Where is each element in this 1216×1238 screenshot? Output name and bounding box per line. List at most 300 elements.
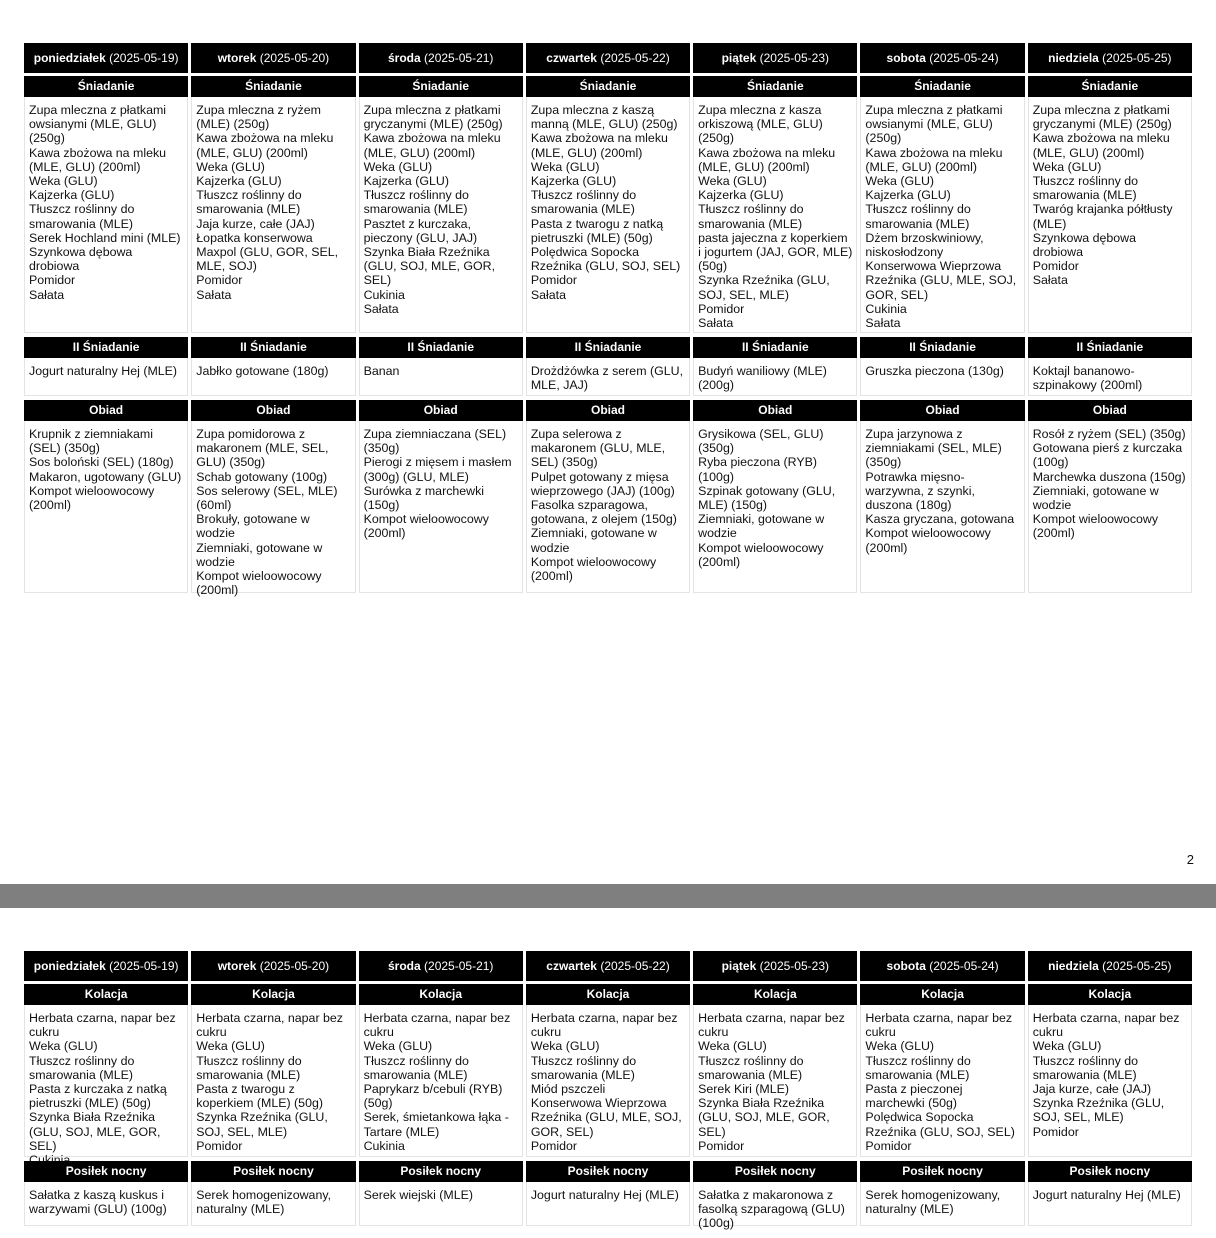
meal-item: Zupa jarzynowa z ziemniakami (SEL, MLE) (350g) [865, 427, 1002, 470]
meal-title: Obiad [860, 400, 1024, 421]
meal-item: Kompot wieloowocowy (200ml) [196, 569, 322, 598]
meal-items [359, 358, 523, 396]
meal-item: Kajzerka (GLU) [530, 174, 617, 189]
meal-item: Weka (GLU) [698, 1039, 767, 1054]
day-date: (2025-05-23) [759, 959, 829, 973]
day-date: (2025-05-24) [929, 51, 999, 65]
meal-cell [359, 984, 523, 1157]
meal-item: Gotowana pierś z kurczaka (100g) [1032, 441, 1183, 470]
meal-cell [693, 1161, 857, 1231]
meal-items [693, 358, 857, 396]
meal-item: Kasza gryczana, gotowana [865, 512, 1015, 527]
meal-cell [191, 984, 355, 1157]
meal-title: Obiad [191, 400, 355, 421]
meal-item: Sos selerowy (SEL, MLE) (60ml) [196, 483, 338, 513]
meal-items [1028, 421, 1192, 593]
meal-item: Tłuszcz roślinny do smarowania (MLE) [29, 1053, 135, 1082]
meal-items [24, 1182, 188, 1226]
meal-item: Schab gotowany (100g) [196, 469, 328, 484]
day-header [191, 43, 355, 73]
meal-title: Kolacja [359, 984, 523, 1005]
meal-cell [1028, 76, 1192, 333]
day-header [24, 951, 188, 981]
day-date: (2025-05-20) [259, 51, 330, 65]
meal-items [359, 421, 523, 593]
meal-items [1028, 358, 1192, 396]
meal-items [1028, 1182, 1192, 1226]
meal-title: II Śniadanie [1028, 337, 1192, 358]
meal-title: Śniadanie [693, 76, 857, 97]
meal-items [860, 1182, 1024, 1226]
meal-title: Śniadanie [860, 76, 1024, 97]
meal-item: Sałata [1032, 273, 1068, 288]
meal-item: Weka (GLU) [1032, 1039, 1102, 1054]
meal-item: Ziemniaki, gotowane w wodzie [698, 512, 825, 541]
meal-title: Posiłek nocny [359, 1161, 523, 1182]
day-header [526, 951, 690, 981]
meal-item: Zupa mleczna z płatkami owsianymi (MLE, GLU) (250g) [865, 103, 1003, 146]
meal-item: Drożdżówka z serem (GLU, MLE, JAJ) [530, 364, 684, 393]
meal-title: II Śniadanie [191, 337, 355, 358]
meal-items [24, 421, 188, 593]
menu-grid-page-1 [24, 43, 1192, 597]
meal-item: Jaja kurze, całe (JAJ) [1032, 1082, 1152, 1097]
meal-item: Kajzerka (GLU) [363, 174, 449, 189]
meal-title: Posiłek nocny [24, 1161, 188, 1182]
meal-cell [693, 400, 857, 593]
meal-item: Zupa ziemniaczana (SEL) (350g) [363, 427, 507, 456]
meal-item: Pierogi z mięsem i masłem (300g) (GLU, MLE) [363, 455, 512, 484]
meal-item: Szynka Rzeźnika (GLU, SOJ, SEL, MLE) [698, 273, 830, 302]
meal-item: Tłuszcz roślinny do smarowania (MLE) [698, 202, 804, 231]
meal-item: Sos boloński (SEL) (180g) [29, 455, 174, 470]
meal-title: Obiad [1028, 400, 1192, 421]
meal-items [1028, 97, 1192, 333]
meal-title: II Śniadanie [359, 337, 523, 358]
meal-items [24, 97, 188, 333]
day-name: środa [388, 959, 421, 973]
meal-cell [693, 76, 857, 333]
meal-item: Sałatka z kaszą kuskus i warzywami (GLU) (100g) [29, 1188, 167, 1217]
meal-item: Weka (GLU) [29, 174, 98, 189]
day-header [359, 43, 523, 73]
meal-item: Pomidor [698, 1138, 745, 1153]
day-name: poniedziałek [33, 959, 106, 973]
meal-item: Banan [363, 364, 400, 378]
meal-cell [191, 1161, 355, 1226]
meal-item: Tłuszcz roślinny do smarowania (MLE) [530, 1053, 637, 1082]
meal-item: Gruszka pieczona (130g) [865, 364, 1004, 378]
meal-item: Polędwica Sopocka Rzeźnika (GLU, SOJ, SEL) [865, 1110, 1015, 1139]
meal-title: Obiad [24, 400, 188, 421]
meal-title: Kolacja [526, 984, 690, 1005]
day-header [526, 43, 690, 73]
meal-cell [526, 76, 690, 333]
meal-item: Tłuszcz roślinny do smarowania (MLE) [196, 188, 302, 217]
meal-item: Serek homogenizowany, naturalny (MLE) [196, 1188, 332, 1217]
meal-title: Śniadanie [24, 76, 188, 97]
day-name: niedziela [1048, 51, 1099, 65]
meal-item: Weka (GLU) [530, 1039, 600, 1054]
meal-item: Łopatka konserwowa Maxpol (GLU, GOR, SEL, MLE, SOJ) [196, 230, 339, 274]
meal-items [693, 1005, 857, 1157]
meal-item: Grysikowa (SEL, GLU) (350g) [698, 427, 824, 456]
day-date: (2025-05-25) [1102, 51, 1172, 65]
meal-title: Obiad [359, 400, 523, 421]
meal-item: Tłuszcz roślinny do smarowania (MLE) [1032, 1053, 1139, 1082]
meal-title: Kolacja [1028, 984, 1192, 1005]
meal-item: Dżem brzoskwiniowy, niskosłodzony [865, 230, 984, 260]
meal-items [191, 97, 355, 333]
meal-items [526, 1182, 690, 1226]
meal-item: Cukinia [363, 287, 405, 302]
meal-items [24, 1005, 188, 1157]
meal-cell [24, 76, 188, 333]
meal-items [191, 1182, 355, 1226]
meal-item: Potrawka mięsno-warzywna, z szynki, duszona (180g) [865, 469, 975, 513]
meal-item: Kompot wieloowocowy (200ml) [530, 554, 657, 584]
meal-title: II Śniadanie [526, 337, 690, 358]
page-separator [0, 884, 1216, 908]
meal-title: Śniadanie [526, 76, 690, 97]
day-name: środa [388, 51, 421, 65]
meal-item: Ziemniaki, gotowane w wodzie [530, 526, 657, 555]
meal-cell [1028, 1161, 1192, 1226]
meal-item: Weka (GLU) [363, 1039, 433, 1054]
meal-item: Sałata [865, 316, 901, 331]
meal-item: Konserwowa Wieprzowa Rzeźnika (GLU, MLE, SOJ, GOR, SEL) [865, 259, 1017, 302]
meal-item: Sałata [698, 316, 734, 331]
meal-item: Sałata [530, 287, 566, 302]
meal-item: Kawa zbożowa na mleku (MLE, GLU) (200ml) [865, 145, 1003, 174]
meal-item: Szynka Biała Rzeźnika (GLU, SOJ, MLE, GOR, SEL) [698, 1096, 830, 1139]
meal-item: Pomidor [29, 273, 76, 288]
meal-item: Zupa mleczna z kaszą manną (MLE, GLU) (250g) [530, 103, 678, 132]
meal-item: Zupa mleczna z ryżem (MLE) (250g) [196, 103, 321, 132]
meal-item: Pomidor [196, 1138, 243, 1153]
meal-cell [860, 337, 1024, 396]
meal-item: Kawa zbożowa na mleku (MLE, GLU) (200ml) [530, 131, 668, 160]
day-name: piątek [721, 959, 757, 973]
meal-item: Weka (GLU) [865, 1039, 935, 1054]
meal-item: Serek wiejski (MLE) [363, 1188, 474, 1202]
meal-item: Zupa selerowa z makaronem (GLU, MLE, SEL) (350g) [530, 427, 666, 470]
day-name: czwartek [546, 959, 597, 973]
meal-item: Kompot wieloowocowy (200ml) [1032, 512, 1159, 541]
day-name: sobota [886, 959, 926, 973]
meal-title: Obiad [693, 400, 857, 421]
meal-title: II Śniadanie [693, 337, 857, 358]
meal-cell [1028, 984, 1192, 1157]
meal-item: Szpinak gotowany (GLU, MLE) (150g) [698, 483, 836, 513]
day-header [693, 43, 857, 73]
meal-item: Koktajl bananowo-szpinakowy (200ml) [1032, 364, 1143, 393]
day-name: niedziela [1048, 959, 1099, 973]
meal-item: Weka (GLU) [530, 159, 600, 174]
day-name: wtorek [217, 51, 257, 65]
meal-items [693, 97, 857, 333]
meal-item: Budyń waniliowy (MLE) (200g) [698, 364, 827, 393]
meal-item: Szynka Biała Rzeźnika (GLU, SOJ, MLE, GOR, SEL) [29, 1110, 161, 1153]
meal-item: Jogurt naturalny Hej (MLE) [1032, 1188, 1181, 1202]
meal-items [860, 421, 1024, 593]
meal-item: Pomidor [1032, 1124, 1079, 1139]
meal-item: Weka (GLU) [29, 1039, 98, 1054]
meal-items [693, 421, 857, 593]
meal-item: Kawa zbożowa na mleku (MLE, GLU) (200ml) [1032, 131, 1170, 160]
meal-item: Weka (GLU) [1032, 159, 1102, 174]
meal-item: Tłuszcz roślinny do smarowania (MLE) [363, 188, 469, 217]
meal-items [526, 421, 690, 593]
meal-item: Marchewka duszona (150g) [1032, 469, 1186, 484]
meal-title: Posiłek nocny [1028, 1161, 1192, 1182]
meal-cell [693, 984, 857, 1157]
meal-item: Herbata czarna, napar bez cukru [196, 1011, 343, 1040]
meal-item: Zupa pomidorowa z makaronem (MLE, SEL, GLU) (350g) [196, 427, 329, 470]
meal-item: Herbata czarna, napar bez cukru [1032, 1011, 1180, 1040]
meal-cell [359, 1161, 523, 1226]
meal-cell [24, 337, 188, 396]
meal-item: Jogurt naturalny Hej (MLE) [530, 1188, 679, 1202]
meal-title: Kolacja [693, 984, 857, 1005]
day-header [1028, 43, 1192, 73]
day-date: (2025-05-22) [600, 51, 670, 65]
meal-item: Pomidor [1032, 259, 1079, 274]
meal-item: Ziemniaki, gotowane w wodzie [196, 540, 323, 569]
meal-item: Serek, śmietankowa łąka - Tartare (MLE) [363, 1110, 509, 1139]
meal-cell [526, 400, 690, 593]
meal-item: pasta jajeczna z koperkiem i jogurtem (JAJ, GOR, MLE) (50g) [698, 230, 853, 274]
meal-title: Posiłek nocny [693, 1161, 857, 1182]
day-name: wtorek [217, 959, 257, 973]
meal-item: Sałata [29, 287, 65, 302]
meal-item: Tłuszcz roślinny do smarowania (MLE) [865, 202, 971, 231]
meal-cell [359, 400, 523, 593]
meal-item: Rosół z ryżem (SEL) (350g) [1032, 427, 1186, 441]
meal-title: Kolacja [191, 984, 355, 1005]
meal-item: Cukinia [363, 1138, 405, 1153]
meal-items [693, 1182, 857, 1231]
meal-item: Tłuszcz roślinny do smarowania (MLE) [1032, 174, 1139, 203]
meal-item: Pasta z twarogu z koperkiem (MLE) (50g) [196, 1082, 323, 1111]
meal-title: Śniadanie [1028, 76, 1192, 97]
meal-item: Jaja kurze, całe (JAJ) [196, 216, 315, 231]
meal-item: Kajzerka (GLU) [29, 188, 115, 203]
meal-item: Jogurt naturalny Hej (MLE) [29, 364, 178, 378]
meal-item: Tłuszcz roślinny do smarowania (MLE) [363, 1053, 469, 1082]
meal-cell [191, 76, 355, 333]
day-header [1028, 951, 1192, 981]
day-header [191, 951, 355, 981]
meal-item: Kompot wieloowocowy (200ml) [698, 540, 824, 569]
meal-item: Kompot wieloowocowy (200ml) [363, 512, 489, 541]
meal-title: Śniadanie [191, 76, 355, 97]
day-date: (2025-05-24) [929, 959, 999, 973]
meal-item: Kompot wieloowocowy (200ml) [865, 526, 991, 555]
day-name: piątek [721, 51, 757, 65]
meal-item: Herbata czarna, napar bez cukru [29, 1011, 176, 1040]
meal-item: Sałatka z makaronowa z fasolką szparagową (GLU) (100g) [698, 1188, 845, 1231]
meal-items [526, 358, 690, 396]
meal-item: Weka (GLU) [363, 159, 433, 174]
menu-grid-page-2 [24, 951, 1192, 1230]
meal-item: Serek Kiri (MLE) [698, 1082, 790, 1097]
meal-item: Cukinia [865, 301, 907, 316]
meal-item: Sałata [363, 301, 399, 316]
meal-cell [1028, 337, 1192, 396]
meal-title: Kolacja [24, 984, 188, 1005]
meal-cell [526, 337, 690, 396]
meal-item: Pasta z twarogu z natką pietruszki (MLE) (50g) [530, 216, 664, 245]
meal-cell [526, 984, 690, 1157]
day-name: sobota [886, 51, 926, 65]
meal-item: Pulpet gotowany z mięsa wieprzowego (JAJ) (100g) [530, 469, 675, 498]
page-number: 2 [1186, 852, 1194, 867]
meal-item: Szynka Rzeźnika (GLU, SOJ, SEL, MLE) [1032, 1096, 1165, 1125]
meal-item: Pomidor [196, 273, 243, 288]
meal-title: II Śniadanie [24, 337, 188, 358]
meal-item: Kajzerka (GLU) [196, 174, 282, 189]
meal-item: Herbata czarna, napar bez cukru [530, 1011, 678, 1040]
day-header [359, 951, 523, 981]
meal-item: Miód pszczeli [530, 1082, 606, 1097]
meal-items [359, 97, 523, 333]
meal-item: Herbata czarna, napar bez cukru [698, 1011, 845, 1040]
meal-item: Kawa zbożowa na mleku (MLE, GLU) (200ml) [363, 131, 501, 160]
meal-item: Pasztet z kurczaka, pieczony (GLU, JAJ) [363, 216, 478, 245]
meal-item: Szynkowa dębowa drobiowa [29, 245, 133, 274]
meal-items [860, 358, 1024, 396]
meal-cell [693, 337, 857, 396]
day-header [24, 43, 188, 73]
meal-item: Serek homogenizowany, naturalny (MLE) [865, 1188, 1001, 1217]
meal-items [191, 1005, 355, 1157]
meal-item: Kajzerka (GLU) [865, 188, 951, 203]
meal-item: Sałata [196, 287, 232, 302]
day-date: (2025-05-20) [259, 959, 330, 973]
meal-cell [191, 337, 355, 396]
meal-item: Szynkowa dębowa drobiowa [1032, 230, 1137, 260]
day-date: (2025-05-21) [424, 51, 494, 65]
meal-cell [1028, 400, 1192, 593]
day-header [860, 43, 1024, 73]
day-date: (2025-05-25) [1102, 959, 1172, 973]
day-date: (2025-05-19) [109, 51, 179, 65]
meal-title: Posiłek nocny [860, 1161, 1024, 1182]
meal-item: Szynka Rzeźnika (GLU, SOJ, SEL, MLE) [196, 1110, 328, 1139]
meal-cell [860, 76, 1024, 333]
meal-items [526, 97, 690, 333]
meal-items [860, 1005, 1024, 1157]
meal-item: Makaron, ugotowany (GLU) [29, 469, 182, 484]
day-header [860, 951, 1024, 981]
meal-title: Kolacja [860, 984, 1024, 1005]
meal-cell [860, 1161, 1024, 1226]
meal-item: Konserwowa Wieprzowa Rzeźnika (GLU, MLE, SOJ, GOR, SEL) [530, 1096, 682, 1139]
meal-item: Surówka z marchewki (150g) [363, 483, 485, 513]
meal-title: Śniadanie [359, 76, 523, 97]
meal-item: Herbata czarna, napar bez cukru [865, 1011, 1013, 1040]
meal-item: Zupa mleczna z płatkami gryczanymi (MLE) (250g) [1032, 103, 1172, 132]
day-name: czwartek [546, 51, 597, 65]
meal-item: Pasta z pieczonej marchewki (50g) [865, 1082, 963, 1111]
meal-item: Polędwica Sopocka Rzeźnika (GLU, SOJ, SEL) [530, 245, 681, 274]
meal-item: Zupa mleczna z płatkami owsianymi (MLE, GLU) (250g) [29, 103, 167, 146]
meal-cell [191, 400, 355, 598]
menu-page-2 [0, 908, 1216, 1238]
meal-item: Pomidor [530, 1138, 577, 1153]
meal-item: Serek Hochland mini (MLE) [29, 230, 181, 245]
meal-items [191, 358, 355, 396]
meal-item: Krupnik z ziemniakami (SEL) (350g) [29, 427, 153, 456]
day-name: poniedziałek [33, 51, 106, 65]
meal-cell [24, 1161, 188, 1226]
meal-title: Obiad [526, 400, 690, 421]
meal-item: Kawa zbożowa na mleku (MLE, GLU) (200ml) [29, 145, 167, 174]
meal-title: II Śniadanie [860, 337, 1024, 358]
meal-item: Kawa zbożowa na mleku (MLE, GLU) (200ml) [698, 145, 836, 174]
meal-item: Brokuły, gotowane w wodzie [196, 512, 310, 541]
meal-item: Zupa mleczna z płatkami gryczanymi (MLE) (250g) [363, 103, 503, 132]
day-date: (2025-05-23) [759, 51, 829, 65]
meal-item: Weka (GLU) [865, 174, 935, 189]
meal-item: Tłuszcz roślinny do smarowania (MLE) [196, 1053, 302, 1082]
meal-item: Pasta z kurczaka z natką pietruszki (MLE) (50g) [29, 1082, 167, 1111]
meal-cell [359, 76, 523, 333]
meal-item: Tłuszcz roślinny do smarowania (MLE) [865, 1053, 971, 1082]
meal-item: Weka (GLU) [196, 1039, 265, 1054]
meal-cell [860, 984, 1024, 1157]
day-date: (2025-05-21) [424, 959, 494, 973]
meal-items [359, 1005, 523, 1157]
meal-item: Herbata czarna, napar bez cukru [363, 1011, 511, 1040]
meal-item: Tłuszcz roślinny do smarowania (MLE) [29, 202, 135, 231]
meal-cell [860, 400, 1024, 593]
meal-item: Szynka Biała Rzeźnika (GLU, SOJ, MLE, GOR, SEL) [363, 245, 496, 288]
meal-items [191, 421, 355, 598]
meal-items [860, 97, 1024, 333]
day-date: (2025-05-22) [600, 959, 670, 973]
meal-item: Weka (GLU) [698, 174, 767, 189]
meal-items [359, 1182, 523, 1226]
meal-title: Posiłek nocny [526, 1161, 690, 1182]
meal-cell [24, 400, 188, 593]
meal-items [1028, 1005, 1192, 1157]
meal-item: Pomidor [865, 1138, 912, 1153]
meal-item: Fasolka szparagowa, gotowana, z olejem (150g) [530, 498, 677, 527]
meal-items [24, 358, 188, 396]
meal-item: Ziemniaki, gotowane w wodzie [1032, 483, 1159, 513]
meal-item: Pomidor [530, 273, 577, 288]
meal-items [526, 1005, 690, 1157]
meal-item: Ryba pieczona (RYB) (100g) [698, 455, 818, 484]
meal-item: Kawa zbożowa na mleku (MLE, GLU) (200ml) [196, 131, 334, 160]
meal-item: Zupa mleczna z kasza orkiszową (MLE, GLU) (250g) [698, 103, 823, 146]
day-header [693, 951, 857, 981]
meal-cell [359, 337, 523, 396]
meal-item: Twaróg krajanka półtłusty (MLE) [1032, 202, 1173, 231]
meal-item: Tłuszcz roślinny do smarowania (MLE) [698, 1053, 804, 1082]
meal-item: Kompot wieloowocowy (200ml) [29, 483, 155, 513]
meal-item: Paprykarz b/cebuli (RYB) (50g) [363, 1082, 503, 1111]
meal-item: Weka (GLU) [196, 159, 265, 174]
meal-title: Posiłek nocny [191, 1161, 355, 1182]
meal-item: Pomidor [698, 301, 745, 316]
meal-cell [526, 1161, 690, 1226]
meal-item: Tłuszcz roślinny do smarowania (MLE) [530, 188, 637, 217]
meal-item: Jabłko gotowane (180g) [196, 364, 329, 378]
meal-cell [24, 984, 188, 1157]
